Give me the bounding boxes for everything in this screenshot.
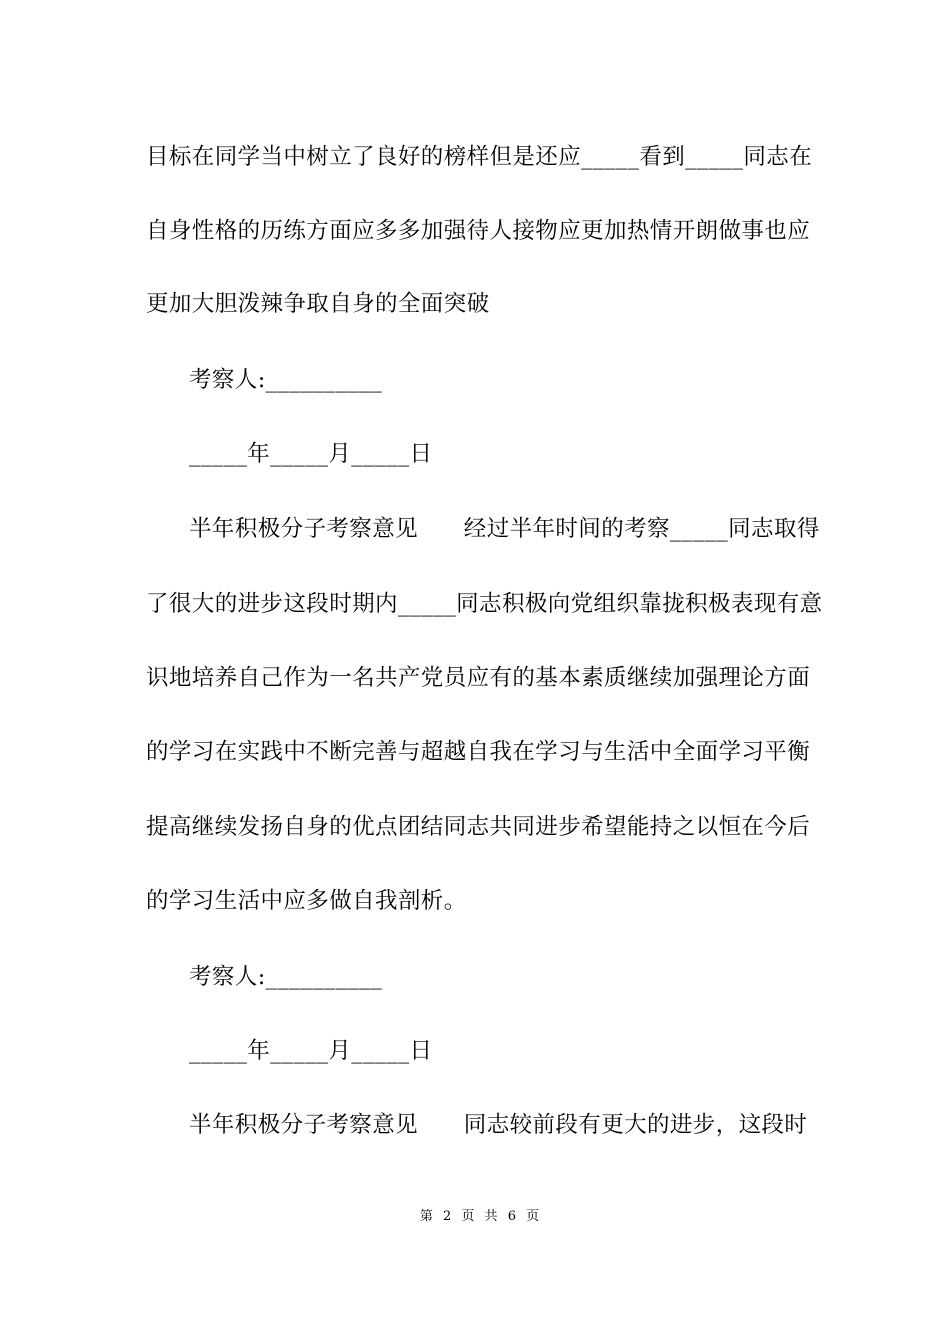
paragraph-line: 的学习生活中应多做自我剖析。 xyxy=(146,888,467,914)
paragraph-line: 的学习在实践中不断完善与超越自我在学习与生活中全面学习平衡 xyxy=(146,739,811,765)
date-line: _____年_____月_____日 xyxy=(189,441,433,467)
date-line: _____年_____月_____日 xyxy=(189,1038,433,1064)
paragraph-line: 自身性格的历练方面应多多加强待人接物应更加热情开朗做事也应 xyxy=(146,218,811,244)
paragraph-line: 提高继续发扬自身的优点团结同志共同进步希望能持之以恒在今后 xyxy=(146,814,811,840)
paragraph-line: 更加大胆泼辣争取自身的全面突破 xyxy=(146,291,490,317)
page-number: 第 2 页 共 6 页 xyxy=(419,1209,543,1224)
examiner-signature-line: 考察人:__________ xyxy=(189,964,383,990)
paragraph-line: 识地培养自己作为一名共产党员应有的基本素质继续加强理论方面 xyxy=(146,665,811,691)
paragraph-line: 了很大的进步这段时期内_____同志积极向党组织靠拢积极表现有意 xyxy=(146,591,823,617)
paragraph-line: 半年积极分子考察意见 同志较前段有更大的进步，这段时 xyxy=(189,1112,808,1138)
paragraph-line: 半年积极分子考察意见 经过半年时间的考察_____同志取得 xyxy=(189,516,820,542)
examiner-signature-line: 考察人:__________ xyxy=(189,367,383,393)
paragraph-line: 目标在同学当中树立了良好的榜样但是还应_____看到_____同志在 xyxy=(146,144,813,170)
